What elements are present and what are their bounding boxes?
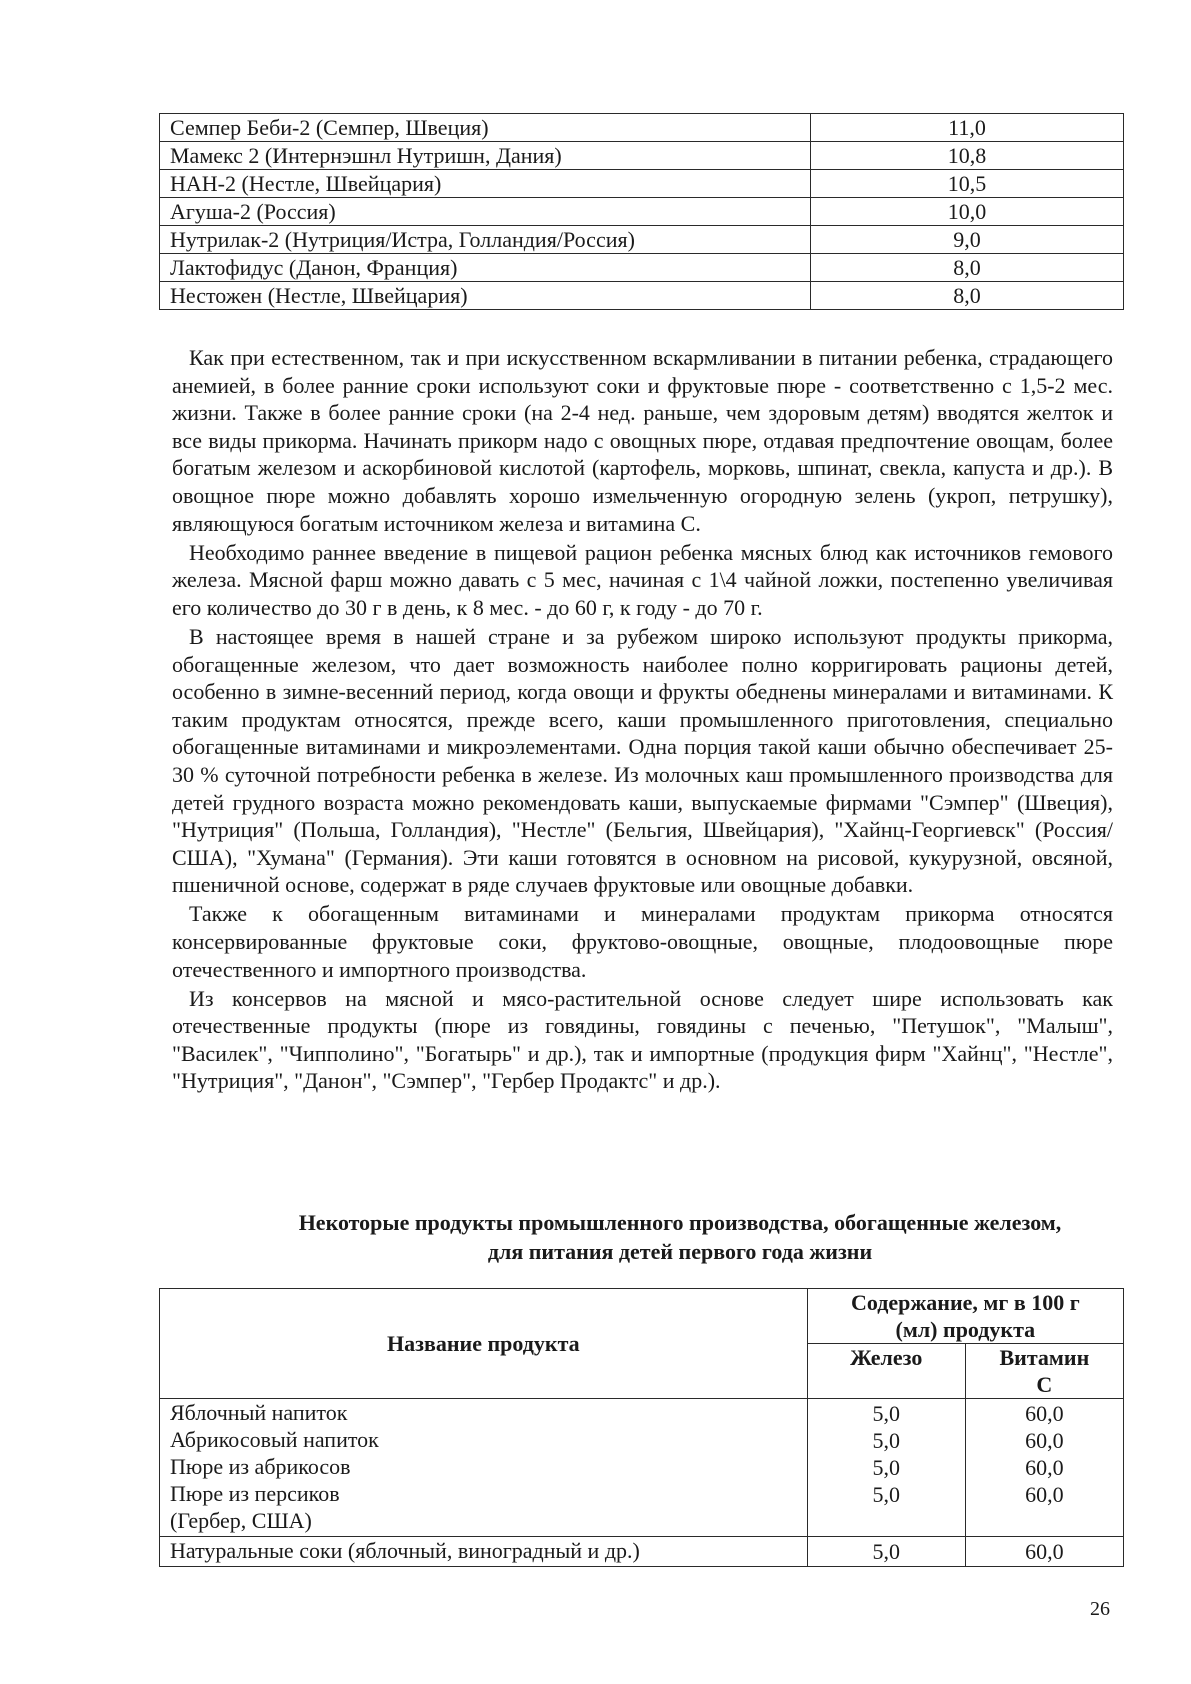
product-name: (Гербер, США) xyxy=(170,1508,312,1533)
product-name: Абрикосовый напиток xyxy=(170,1427,379,1452)
product-name-cell: Семпер Беби-2 (Семпер, Швеция) xyxy=(160,114,811,142)
vitamin-c-header xyxy=(965,1344,1123,1399)
iron-value-cell: 10,0 xyxy=(811,198,1124,226)
table-row xyxy=(160,198,1124,226)
formula-iron-table xyxy=(159,113,1124,310)
iron-value-cell: 11,0 xyxy=(811,114,1124,142)
paragraph: Также к обогащенным витаминами и минералами продуктам прикорма относятся консервированные фруктовые соки, фруктово-овощные, овощные, плодоовощные пюре отечественного и импортного производства. xyxy=(172,901,1113,982)
content-group-header xyxy=(807,1289,1123,1344)
table-title xyxy=(240,1208,1120,1266)
content-group-header-line: Содержание, мг в 100 г xyxy=(850,1290,1080,1315)
table-title-line: для питания детей первого года жизни xyxy=(487,1239,873,1264)
iron-value xyxy=(809,1508,964,1535)
iron-value-cell: 10,8 xyxy=(811,142,1124,170)
vitamin-c-value xyxy=(967,1508,1122,1535)
table-row-group xyxy=(160,1399,1124,1537)
table-row xyxy=(160,142,1124,170)
product-name-header: Название продукта xyxy=(160,1289,808,1399)
product-name: Натуральные соки (яблочный, виноградный и др.) xyxy=(160,1537,808,1567)
product-name-cell: Мамекс 2 (Интернэшнл Нутришн, Дания) xyxy=(160,142,811,170)
table-row xyxy=(160,1537,1124,1567)
paragraph: В настоящее время в нашей стране и за рубежом широко используют продукты прикорма, обогащенные железом, что дает возможность наиболее полно корригировать рационы детей, особенно в зимне-весенний период, когда овощи и фрукты обеднены минералами и витаминами. К таким продуктам относятся, прежде всего, каши промышленного приготовления, специально обогащенные витаминами и микроэлементами. Одна порция такой каши обычно обеспечивает 25-30 % суточной потребности ребенка в железе. Из молочных каш промышленного производства для детей грудного возраста можно рекомендовать каши, выпускаемые фирмами "Сэмпер" (Швеция), "Нутриция" (Польша, Голландия), "Нестле" (Бельгия, Швейцария), "Хайнц-Георгиевск" (Россия/США), "Хумана" (Германия). Эти каши готовятся в основном на рисовой, кукурузной, овсяной, пшеничной основе, содержат в ряде случаев фруктовые или овощные добавки. xyxy=(172,623,1113,898)
iron-value-cell: 9,0 xyxy=(811,226,1124,254)
vitamin-c-value: 60,0 xyxy=(1025,1482,1064,1507)
product-name-cell: НАН-2 (Нестле, Швейцария) xyxy=(160,170,811,198)
vitamin-c-values-cell xyxy=(965,1399,1123,1537)
iron-value: 5,0 xyxy=(872,1455,900,1480)
vitamin-c-value: 60,0 xyxy=(965,1537,1123,1567)
table-row xyxy=(160,282,1124,310)
iron-value: 5,0 xyxy=(872,1482,900,1507)
table-title-line: Некоторые продукты промышленного производства, обогащенные железом, xyxy=(298,1210,1062,1235)
paragraph: Необходимо раннее введение в пищевой рацион ребенка мясных блюд как источников гемового железа. Мясной фарш можно давать с 5 мес, начиная с 1\4 чайной ложки, постепенно увеличивая его количество до 30 г в день, к 8 мес. - до 60 г, к году - до 70 г. xyxy=(172,539,1113,620)
table-row xyxy=(160,226,1124,254)
iron-value-cell: 10,5 xyxy=(811,170,1124,198)
iron-value: 5,0 xyxy=(872,1401,900,1426)
paragraph: Как при естественном, так и при искусственном вскармливании в питании ребенка, страдающего анемией, в более ранние сроки используют соки и фруктовые пюре - соответственно с 1,5-2 мес. жизни. Также в более ранние сроки (на 2-4 нед. раньше, чем здоровым детям) вводятся желток и все виды прикорма. Начинать прикорм надо с овощных пюре, отдавая предпочтение овощам, более богатым железом и аскорбиновой кислотой (картофель, морковь, шпинат, свекла, капуста и др.). В овощное пюре можно добавлять хорошо измельченную огородную зелень (укроп, петрушку), являющуюся богатым источником железа и витамина С. xyxy=(172,345,1113,536)
vitamin-c-value: 60,0 xyxy=(1025,1428,1064,1453)
content-group-header-line: (мл) продукта xyxy=(895,1317,1036,1342)
product-name-cell: Нестожен (Нестле, Швейцария) xyxy=(160,282,811,310)
vitamin-c-header-line: Витамин xyxy=(999,1345,1090,1370)
product-name-cell: Нутрилак-2 (Нутриция/Истра, Голландия/Россия) xyxy=(160,226,811,254)
iron-header-label: Железо xyxy=(850,1345,923,1370)
table-row xyxy=(160,114,1124,142)
iron-value-cell: 8,0 xyxy=(811,254,1124,282)
body-text xyxy=(172,344,1113,1097)
iron-values-cell xyxy=(807,1399,965,1537)
table-row xyxy=(160,170,1124,198)
product-name: Яблочный напиток xyxy=(170,1400,348,1425)
vitamin-c-value: 60,0 xyxy=(1025,1455,1064,1480)
paragraph: Из консервов на мясной и мясо-растительной основе следует шире использовать как отечественные продукты (пюре из говядины, говядины с печенью, "Петушок", "Малыш", "Василек", "Чипполино", "Богатырь" и др.), так и импортные (продукция фирм "Хайнц", "Нестле", "Нутриция", "Данон", "Сэмпер", "Гербер Продактс" и др.). xyxy=(172,985,1113,1094)
product-name-cell: Лактофидус (Данон, Франция) xyxy=(160,254,811,282)
iron-value-cell: 8,0 xyxy=(811,282,1124,310)
vitamin-c-value: 60,0 xyxy=(1025,1401,1064,1426)
table-header-row xyxy=(160,1289,1124,1344)
product-name: Пюре из абрикосов xyxy=(170,1454,351,1479)
product-names-cell xyxy=(160,1399,808,1537)
vitamin-c-header-line: С xyxy=(1036,1372,1053,1397)
product-name-cell: Агуша-2 (Россия) xyxy=(160,198,811,226)
iron-value: 5,0 xyxy=(807,1537,965,1567)
iron-header xyxy=(807,1344,965,1399)
iron-fortified-products-table xyxy=(159,1288,1124,1567)
iron-value: 5,0 xyxy=(872,1428,900,1453)
page-number: 26 xyxy=(1090,1598,1110,1620)
product-name: Пюре из персиков xyxy=(170,1481,340,1506)
table-row xyxy=(160,254,1124,282)
